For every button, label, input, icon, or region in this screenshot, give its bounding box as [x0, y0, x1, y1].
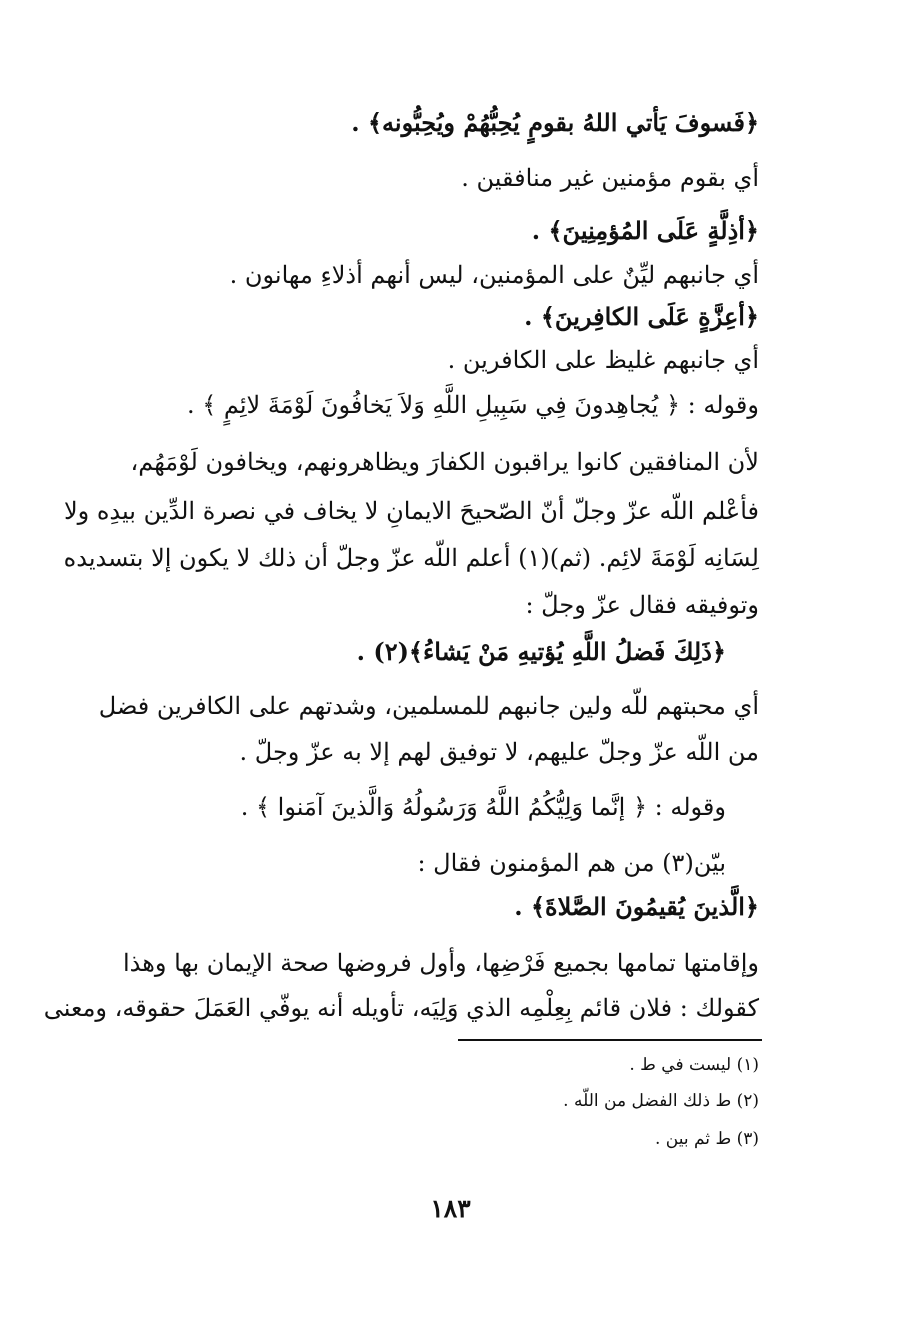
paragraph-line: لأن المنافقين كانوا يراقبون الكفارَ ويظاهرونهم، ويخافون لَوْمَهُم،	[130, 448, 759, 476]
commentary-line: أي جانبهم ليِّنٌ على المؤمنين، ليس أنهم أذلاءِ مهانون .	[229, 261, 759, 289]
verse-citation-line: وقوله : ﴿ إنَّما وَلِيُّكُمُ اللَّهُ وَرَسُولُهُ وَالَّذينَ آمَنوا ﴾ .	[240, 793, 726, 821]
verse-citation-line: وقوله : ﴿ يُجاهِدونَ فِي سَبِيلِ اللَّهِ وَلاَ يَخافُونَ لَوْمَةَ لائِمٍ ﴾ .	[186, 391, 759, 419]
quran-verse-line: ﴿ذَلِكَ فَضلُ اللَّهِ يُؤتيهِ مَنْ يَشاءُ﴾(٢) .	[356, 637, 726, 666]
footnote-divider	[458, 1039, 762, 1041]
paragraph-line: من اللّه عزّ وجلّ عليهم، لا توفيق لهم إلا به عزّ وجلّ .	[239, 738, 759, 766]
paragraph-line: وتوفيقه فقال عزّ وجلّ :	[525, 591, 759, 619]
footnote: (٣) ط ثم بين .	[654, 1129, 759, 1149]
commentary-line: أي بقوم مؤمنين غير منافقين .	[461, 164, 759, 192]
quran-verse-line: ﴿أعِزَّةٍ عَلَى الكافِرينَ﴾ .	[524, 302, 759, 331]
paragraph-line: لِسَانِه لَوْمَةَ لائِم. (ثم)(١) أعلم اللّه عزّ وجلّ أن ذلك لا يكون إلا بتسديده	[63, 544, 759, 572]
footnote: (١) ليست في ط .	[629, 1055, 759, 1075]
commentary-line: أي جانبهم غليظ على الكافرين .	[447, 346, 759, 374]
quran-verse-line: ﴿الَّذينَ يُقيمُونَ الصَّلاةَ﴾ .	[514, 892, 759, 921]
quran-verse-line: ﴿أذِلَّةٍ عَلَى المُؤمِنِينَ﴾ .	[531, 216, 759, 245]
footnote: (٢) ط ذلك الفضل من اللّه .	[563, 1091, 759, 1111]
paragraph-line: كقولك : فلان قائم بِعِلْمِه الذي وَلِيَه، تأويله أنه يوفّي العَمَلَ حقوقه، ومعنى	[43, 994, 759, 1022]
paragraph-line: فأعْلم اللّه عزّ وجلّ أنّ الصّحيحَ الايمانِ لا يخاف في نصرة الدِّين بيدِه ولا	[63, 497, 759, 525]
page-number: ١٨٣	[430, 1194, 471, 1223]
paragraph-line: وإقامتها تمامها بجميع فَرْضِها، وأول فروضها صحة الإيمان بها وهذا	[122, 949, 759, 977]
paragraph-line: أي محبتهم للّه ولين جانبهم للمسلمين، وشدتهم على الكافرين فضل	[98, 692, 759, 720]
commentary-line: بيّن(٣) من هم المؤمنون فقال :	[417, 849, 726, 877]
quran-verse-line: ﴿فَسوفَ يَأتي اللهُ بقومٍ يُحِبُّهُمْ ويُحِبُّونه﴾ .	[351, 108, 759, 137]
